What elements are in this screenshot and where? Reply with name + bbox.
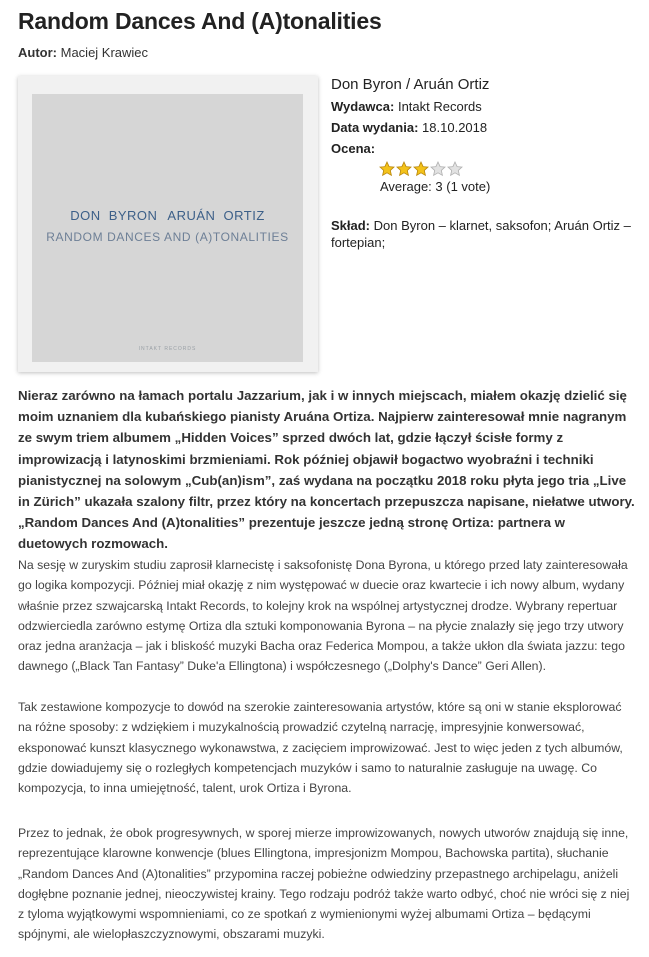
star-filled-icon[interactable]: [413, 161, 429, 177]
lineup-value: Don Byron – klarnet, saksofon; Aruán Ortiz – fortepian;: [331, 218, 631, 250]
body-paragraph-1: Na sesję w zuryskim studiu zaprosił klarnecistę i saksofonistę Dona Byrona, u którego przed laty zainteresowała go logika kompozycji. Później miał okazję z nim występować w duecie oraz kwartecie i ich nowy album, wydany właśnie przez szwajcarską Intakt Records, to kolejny krok na wspólnej artystycznej drodze. Wybrany repertuar odzwierciedla zarówno estymę Ortiza dla sztuki komponowania Byrona – na płycie znalazły się jego trzy utwory oraz jedna aranżacja – jak i bliskość muzyki Bacha oraz Federica Mompou, a także ukłon dla świata jazzu: tego dawnego („Black Tan Fantasy” Duke'a Ellingtona) i współczesnego („Dolphy's Dance” Geri Allen).: [18, 558, 628, 674]
publisher-value: Intakt Records: [397, 99, 482, 114]
lead-paragraph: Nieraz zarówno na łamach portalu Jazzarium, jak i w innych miejscach, miałem okazję dzielić się moim uznaniem dla kubańskiego pianisty Aruána Ortiza. Najpierw zainteresował mnie nagranym ze swym triem albumem „Hidden Voices” sprzed dwóch lat, gdzie łączył ścisłe formy z improwizacją i latynoskimi brzmieniami. Rok później objawił bogactwo wyobraźni i techniki pianistycznej na solowym „Cub(an)ism”, zaś wydana na początku 2018 roku płyta jego tria „Live in Zürich” ukazała szalony filtr, przez który na koncertach przepuszcza napisane, niełatwe utwory. „Random Dances And (A)tonalities” prezentuje jeszcze jedną stronę Ortiza: partnera w duetowych rozmowach.: [18, 388, 635, 552]
author-label: Autor:: [18, 45, 57, 60]
body-paragraph-2: Tak zestawione kompozycje to dowód na szerokie zainteresowania artystów, które są oni w stanie eksplorować na różne sposoby: z wdziękiem i muzykalnością prowadzić czytelną narrację, impresyjnie konwersować, eksponować kunszt klasycznego wykonawstwa, z zacięciem improwizować. Jest to więc jeden z tych albumów, gdzie dowiadujemy się o rozległych kompetencjach muzyków i samo to naturalnie zasługuje na uwagę. Co kompozycja, to inna umiejętność, talent, urok Ortiza i Byrona.: [18, 700, 623, 796]
release-date-row: [331, 119, 631, 136]
author-name[interactable]: Maciej Krawiec: [60, 45, 149, 60]
article-title: Random Dances And (A)tonalities: [18, 8, 382, 34]
publisher-row: [331, 98, 631, 115]
release-date-value: 18.10.2018: [422, 120, 488, 135]
cover-label-mark: INTAKT RECORDS: [138, 346, 197, 352]
artist-line: Don Byron / Aruán Ortiz: [331, 76, 490, 93]
star-filled-icon[interactable]: [379, 161, 395, 177]
album-cover-art: [32, 94, 303, 362]
star-filled-icon[interactable]: [396, 161, 412, 177]
cover-album-title: RANDOM DANCES AND (A)TONALITIES: [46, 230, 289, 244]
cover-artist-1: DON BYRON: [70, 208, 158, 223]
album-info: [331, 76, 631, 251]
publisher-label: Wydawca:: [331, 99, 395, 114]
lineup-label: Skład:: [331, 218, 371, 233]
rating-row: [331, 140, 631, 157]
rating-average: Average: 3 (1 vote): [380, 179, 491, 194]
album-cover[interactable]: [18, 76, 318, 372]
rating-label: Ocena:: [331, 141, 376, 156]
lineup-row: [331, 217, 631, 251]
rating-widget: [331, 161, 631, 207]
cover-artist-2: ARUÁN ORTIZ: [167, 208, 265, 223]
star-empty-icon[interactable]: [430, 161, 446, 177]
cover-artists: [32, 208, 303, 223]
author-line: [18, 45, 148, 60]
body-paragraph-3: Przez to jednak, że obok progresywnych, w sporej mierze improwizowanych, nowych utworów znajdują się inne, reprezentujące klarowne konwencje (blues Ellingtona, impresjonizm Mompou, Bachowska partita), słuchanie „Random Dances And (A)tonalities” przypomina raczej pobieżne odwiedziny przepastnego archipelagu, aniżeli dogłębne poznanie jednej, nieoczywistej krainy. Tego rodzaju podróż także warto odbyć, choć nie wróci się z niej z tyloma wyjątkowymi wspomnieniami, co ze spotkań z wymienionymi wyżej albumami Ortiza – będącymi spójnymi, ale wielopłaszczyznowymi, obszarami muzyki.: [18, 826, 630, 942]
release-date-label: Data wydania:: [331, 120, 419, 135]
rating-stars[interactable]: [379, 161, 463, 177]
star-empty-icon[interactable]: [447, 161, 463, 177]
